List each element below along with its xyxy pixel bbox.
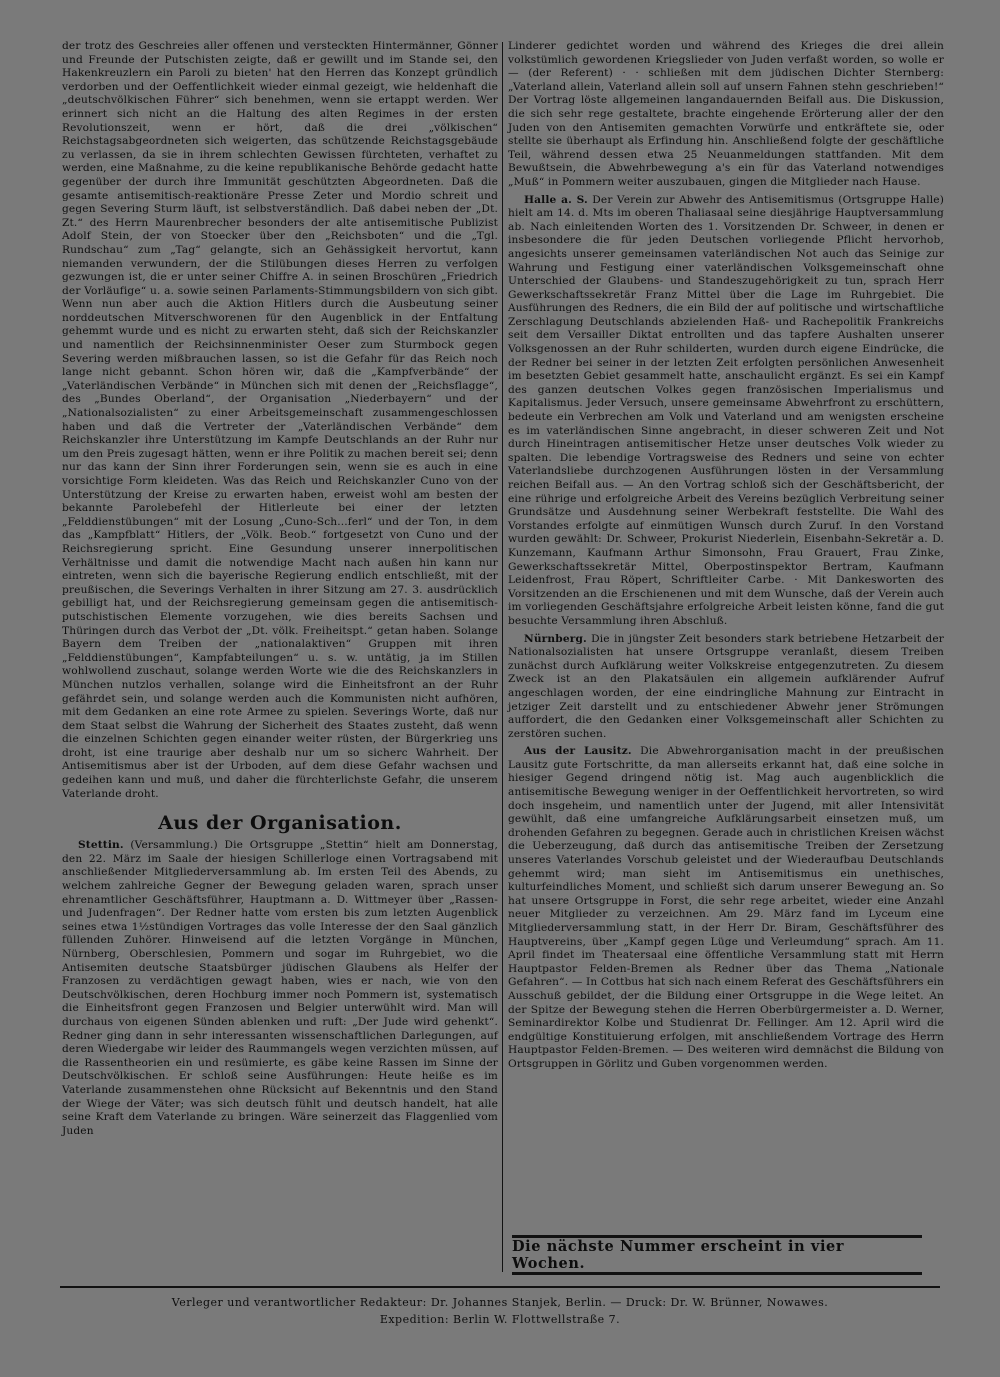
column-divider bbox=[502, 42, 503, 1272]
report-lead: Stettin. bbox=[78, 839, 124, 852]
right-column bbox=[508, 40, 944, 1076]
report-text: (Versammlung.) Die Ortsgruppe „Stettin“ hielt am Donnerstag, den 22. März im Saale der hiesigen Schillerloge einen Vortragsabend mit anschließender Mitgliederversammlung ab. Im ersten Teil des Abends, zu welchem zahlreiche Gegner der Bewegung geladen waren, sprach unser ehrenamtlicher Geschäftsführer, Hauptmann a. D. Wittmeyer über „Rassen- und Judenfragen“. Der Redner hatte vom ersten bis zum letzten Augenblick seines etwa 1½stündigen Vortrages das volle Interesse der den Saal gänzlich füllenden Zuhörer. Hinweisend auf die letzten Vorgänge in München, Nürnberg, Oberschlesien, Pommern und sogar im Ruhrgebiet, wo die Antisemiten deutsche Staatsbürger jüdischen Glaubens als Helfer der Franzosen zu verdächtigen gewagt haben, wies er nach, wie von den Deutschvölkischen, deren Hochburg immer noch Pommern ist, systematisch die Einheitsfront gegen Franzosen und Belgier unterwühlt wird. Man will durchaus von eigenen Sünden ablenken und ruft: „Der Jude wird gehenkt“. Redner ging dann in sehr interessanten wissenschaftlichen Darlegungen, auf deren Wiedergabe wir leider des Raummangels wegen verzichten müssen, auf die Rassentheorien ein und resümierte, es gäbe keine Rassen im Sinne der Deutschvölkischen. Er schloß seine Ausführungen: Heute heiße es im Vaterlande zusammenstehen ohne Rücksicht auf Bekenntnis und den Stand der Wiege der Väter; was sich deutsch fühlt und deutsch handelt, hat alle seine Kraft dem Vaterlande zu bringen. Wäre seinerzeit das Flaggenlied vom Juden bbox=[62, 839, 498, 1137]
report-halle bbox=[508, 194, 944, 629]
imprint-expedition: Expedition: Berlin W. Flottwellstraße 7. bbox=[379, 1313, 621, 1326]
report-text: Der Verein zur Abwehr des Antisemitismus (Ortsgruppe Halle) hielt am 14. d. Mts im oberen Thaliasaal seine diesjährige Hauptversammlung ab. Nach einleitenden Worten des 1. Vorsitzenden Dr. Schweer, in denen er insbesondere die für jeden Deutschen vorliegende Pflicht hervorhob, angesichts unserer gemeinsamen vaterländischen Not auch das Seinige zur Wahrung und Festigung einer vaterländischen Volksgemeinschaft ohne Unterschied der Glaubens- und Standeszugehörigkeit zu tun, sprach Herr Gewerkschaftssekretär Franz Mittel über die Lage im Ruhrgebiet. Die Ausführungen des Redners, die ein Bild der auf politische und wirtschaftliche Zerschlagung Deutschlands abzielenden Haß- und Rachepolitik Frankreichs seit dem Versailler Diktat entrollten und das tapfere Aushalten unserer Volksgenossen an der Ruhr schilderten, wurden durch eigene Eindrücke, die der Redner bei seiner in der letzten Zeit erfolgten persönlichen Anwesenheit im besetzten Gebiet gesammelt hatte, anschaulicht ergänzt. Es sei ein Kampf des ganzen deutschen Volkes gegen französischen Imperialismus und Kapitalismus. Jeder Versuch, unsere gemeinsame Abwehrfront zu erschüttern, bedeute ein Verbrechen am Volk und Vaterland und am wenigsten erscheine es im vaterländischen Sinne angebracht, in dieser schweren Zeit und Not durch Hineintragen antisemitischer Hetze unser deutsches Volk wieder zu spalten. Die lebendige Vortragsweise des Redners und seine von echter Vaterlandsliebe durchzogenen Ausführungen lösten in der Versammlung reichen Beifall aus. — An den Vortrag schloß sich der Geschäftsbericht, der eine rührige und erfolgreiche Arbeit des Vereins bezüglich Verbreitung seiner Grundsätze und Ausdehnung seiner Werbekraft feststellte. Die Wahl des Vorstandes erfolgte auf einmütigen Wunsch durch Zuruf. In den Vorstand wurden gewählt: Dr. Schweer, Prokurist Niederlein, Eisenbahn-Sekretär a. D. Kunzemann, Kaufmann Arthur Simonsohn, Frau Grauert, Frau Zinke, Gewerkschaftssekretär Mittel, Oberpostinspektor Bertram, Kaufmann Leidenfrost, Frau Röpert, Schriftleiter Carbe. · Mit Dankesworten des Vorsitzenden an die Erschienenen und mit dem Wunsche, daß der Verein auch im vorliegenden Geschäftsjahre erfolgreiche Arbeit leisten könne, fand die gut besuchte Versammlung ihren Abschluß. bbox=[508, 193, 945, 627]
report-stettin bbox=[62, 839, 498, 1138]
imprint-publisher: Verleger und verantwortlicher Redakteur: Dr. Johannes Stanjek, Berlin. — Druck: Dr. W. Brünner, Nowawes. bbox=[171, 1296, 829, 1309]
report-lead: Aus der Lausitz. bbox=[524, 745, 632, 758]
report-lausitz bbox=[508, 745, 944, 1071]
next-issue-text: Die nächste Nummer erscheint in vier Wochen. bbox=[512, 1238, 845, 1272]
next-issue-notice bbox=[512, 1235, 922, 1275]
report-lead: Halle a. S. bbox=[524, 193, 588, 206]
report-text: Die in jüngster Zeit besonders stark betriebene Hetzarbeit der Nationalsozialisten hat unsere Ortsgruppe veranlaßt, diesem Treiben zunächst durch Aufklärung weiter Volkskreise entgegenzutreten. Zu diesem Zweck ist an den Plakatsäulen ein allgemein aufklärender Aufruf angeschlagen worden, der eine eindringliche Mahnung zur Eintracht in jetziger Zeit darstellt und zu entschiedener Abwehr jener Strömungen auffordert, die den Gedanken einer Volksgemeinschaft aller Schichten zu zerstören suchen. bbox=[508, 632, 944, 740]
continuation-paragraph: Linderer gedichtet worden und während des Krieges die drei allein volkstümlich gewordenen Kriegslieder von Juden verfaßt worden, so wolle er — (der Referent) · · schließen mit dem jüdischen Dichter Sternberg: „Vaterland allein, Vaterland allein soll auf unsern Fahnen stehn geschrieben!“ Der Vortrag löste allgemeinen langandauernden Beifall aus. Die Diskussion, die sich sehr rege gestaltete, brachte eingehende Erörterung aller der den Juden von den Antisemiten gemachten Vorwürfe und entkräftete sie, oder stellte sie überhaupt als Erfindung hin. Anschließend folgte der geschäftliche Teil, während dessen etwa 25 Neuanmeldungen stattfanden. Mit dem Bewußtsein, die Abwehrbewegung a's ein für das Vaterland notwendiges „Muß“ in Pommern weiter auszubauen, gingen die Mitglieder nach Hause. bbox=[508, 40, 944, 188]
report-lead: Nürnberg. bbox=[524, 632, 587, 645]
report-text: Die Abwehrorganisation macht in der preußischen Lausitz gute Fortschritte, da man allerseits erkannt hat, daß eine solche in hiesiger Gegend dringend nötig ist. Mag auch augenblicklich die antisemitische Bewegung weniger in der Oeffentlichkeit hervortreten, so wird doch insgeheim, und namentlich unter der Jugend, mit aller Intensivität gewühlt, daß eine umfangreiche Aufklärungsarbeit einsetzen muß, um drohenden Gefahren zu begegnen. Gerade auch in christlichen Kreisen wächst die Ueberzeugung, daß durch das antisemitische Treiben der Zersetzung unseres Vaterlandes Vorschub geleistet und der Wiederaufbau Deutschlands gehemmt wird; man sieht im Antisemitismus ein unethisches, kulturfeindliches Moment, und schließt sich darum unserer Bewegung an. So hat unsere Ortsgruppe in Forst, die sehr rege arbeitet, wieder eine Anzahl neuer Mitglieder zu verzeichnen. Am 29. März fand im Lyceum eine Mitgliederversammlung statt, in der Herr Dr. Biram, Geschäftsführer des Hauptvereins, über „Kampf gegen Lüge und Verleumdung“ sprach. Am 11. April findet im Theatersaal eine öffentliche Versammlung statt mit Herrn Hauptpastor Felden-Bremen als Redner über das Thema „Nationale Gefahren“. — In Cottbus hat sich nach einem Referat des Geschäftsführers ein Ausschuß gebildet, der die Bildung einer Ortsgruppe in die Wege leitet. An der Spitze der Bewegung stehen die Herren Oberbürgermeister a. D. Werner, Seminardirektor Kolbe und Studienrat Dr. Fellinger. Am 12. April wird die endgültige Konstituierung erfolgen, mit anschließendem Vortrage des Herrn Hauptpastor Felden-Bremen. — Des weiteren wird demnächst die Bildung von Ortsgruppen in Görlitz und Guben vorgenommen werden. bbox=[508, 745, 944, 1070]
footer-rule bbox=[60, 1286, 940, 1288]
section-heading: Aus der Organisation. bbox=[158, 812, 402, 835]
left-column bbox=[62, 40, 498, 1142]
report-nuernberg bbox=[508, 633, 944, 742]
editorial-paragraph: der trotz des Geschreies aller offenen und versteckten Hintermänner, Gönner und Freunde der Putschisten zeigte, daß er gewillt und im Stande sei, den Hakenkreuzlern ein Paroli zu bieten' hat den Herren das Konzept gründlich verdorben und der Oeffentlichkeit wieder einmal gezeigt, wie heldenhaft die „deutschvölkischen Führer“ sich benehmen, wenn sie ertappt werden. Wer erinnert sich nicht an die Haltung des alten Regimes in der ersten Revolutionszeit, wenn er hört, daß die drei „völkischen“ Reichstagsabgeordneten sich weigerten, das schützende Reichstagsgebäude zu verlassen, da sie in ihrem schlechten Gewissen fürchteten, verhaftet zu werden, eine Maßnahme, zu die keine republikanische Behörde gedacht hatte gegenüber der durch ihre Immunität geschützten Abgeordneten. Daß die gesamte antisemitisch-reaktionäre Presse Zeter und Mordio schreit und gegen Severing Sturm läuft, ist selbstverständlich. Daß dabei neben der „Dt. Zt.“ des Herrn Maurenbrecher besonders der alte antisemitische Publizist Adolf Stein, der von Stoecker über den „Reichsboten“ und die „Tgl. Rundschau“ zum „Tag“ gelangte, sich an Gehässigkeit hervortut, kann niemanden verwundern, der die Stilübungen dieses Herren zu verfolgen gezwungen ist, die er unter seiner Chiffre A. in seinen Broschüren „Friedrich der Vorläufige“ u. a. sowie seinen Parlaments-Stimmungsbildern von sich gibt. Wenn nun aber auch die Aktion Hitlers durch die Ausbeutung seiner norddeutschen Mitverschworenen für den Augenblick in der Entfaltung gehemmt wurde und es nicht zu erwarten steht, daß sich der Reichskanzler und namentlich der Reichsinnenminister Oeser zum Sturmbock gegen Severing werden mißbrauchen lassen, so ist die Gefahr für das Reich noch lange nicht gebannt. Schon hören wir, daß die „Kampfverbände“ der „Vaterländischen Verbände“ in München sich mit denen der „Reichsflagge“, des „Bundes Oberland“, der Organisation „Niederbayern“ und der „Nationalsozialisten“ zu einer Arbeitsgemeinschaft zusammengeschlossen haben und daß die Vertreter der „Vaterländischen Verbände“ dem Reichskanzler ihre Unterstützung im Kampfe Deutschlands an der Ruhr nur um den Preis zugesagt hätten, wenn er ihre Politik zu machen bereit sei; denn nur das kann der Sinn ihrer Forderungen sein, wenn sie es auch in eine vorsichtige Form kleideten. Was das Reich und Reichskanzler Cuno von der Unterstützung der Kreise zu erwarten haben, erweist wohl am besten der bekannte Parolebefehl der Hitlerleute bei einer der letzten „Felddienstübungen“ mit der Losung „Cuno-Sch...ferl“ und der Ton, in dem das „Kampfblatt“ Hitlers, der „Völk. Beob.“ fortgesetzt von Cuno und der Reichsregierung spricht. Eine Gesundung unserer innerpolitischen Verhältnisse und damit die notwendige Macht nach außen hin kann nur eintreten, wenn sich die bayerische Regierung endlich entschließt, mit der preußischen, die Severings Verhalten in ihrer Sitzung am 27. 3. ausdrücklich gebilligt hat, und der Reichsregierung gemeinsam gegen die antisemitisch-putschistischen Elemente vorzugehen, wie dies bereits Sachsen und Thüringen durch das Verbot der „Dt. völk. Freiheitspt.“ getan haben. Solange Bayern dem Treiben der „nationalaktiven“ Gruppen mit ihren „Felddienstübungen“, Kampfabteilungen“ u. s. w. untätig, ja im Stillen wohlwollend zuschaut, solange werden Worte wie die des Reichskanzlers in München nutzlos verhallen, solange wird die Einheitsfront an der Ruhr gefährdet sein, und solange werden auch die Kommunisten nicht aufhören, mit dem Gedanken an eine rote Armee zu spielen. Severings Worte, daß nur dem Staat selbst die Wahrung der Sicherheit des Staates zusteht, daß wenn die einzelnen Schichten gegen einander weiter rüsten, der Bürgerkrieg uns droht, ist eine traurige aber deshalb nur um so sicherc Wahrheit. Der Antisemitismus aber ist der Urboden, auf dem diese Gefahr wachsen und gedeihen kann und muß, und daher die fürchterlichste Gefahr, die unserem Vaterlande droht. bbox=[62, 40, 498, 800]
